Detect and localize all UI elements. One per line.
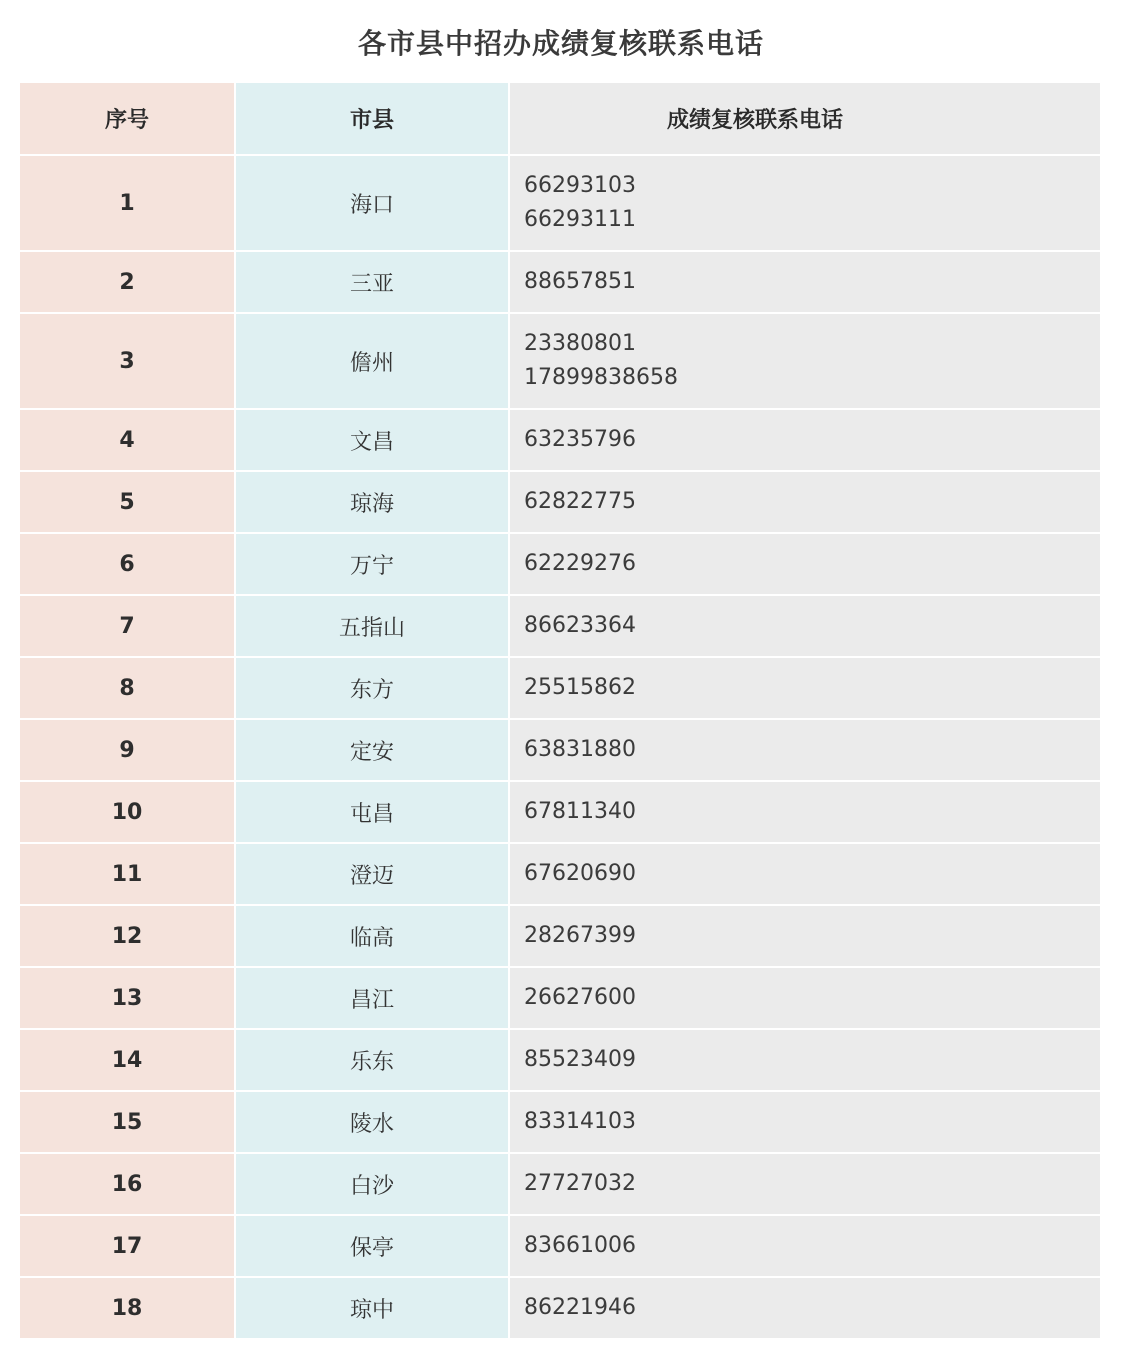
row-index: 8 xyxy=(20,658,236,718)
table-header-row xyxy=(20,83,1100,156)
table-row xyxy=(20,1278,1100,1340)
phone-number: 67620690 xyxy=(524,861,636,886)
row-index: 11 xyxy=(20,844,236,904)
phone-number: 66293103 xyxy=(524,173,636,198)
contact-table xyxy=(20,83,1100,1340)
row-index: 9 xyxy=(20,720,236,780)
row-index: 2 xyxy=(20,252,236,312)
table-row xyxy=(20,314,1100,410)
table-row xyxy=(20,844,1100,906)
phone-number: 86221946 xyxy=(524,1295,636,1320)
phone-number: 83314103 xyxy=(524,1109,636,1134)
phone-number: 63235796 xyxy=(524,427,636,452)
table-row xyxy=(20,658,1100,720)
row-city: 琼海 xyxy=(236,472,510,532)
table-row xyxy=(20,252,1100,314)
phone-number: 23380801 xyxy=(524,331,636,356)
row-index: 10 xyxy=(20,782,236,842)
table-row xyxy=(20,906,1100,968)
row-phone-cell xyxy=(510,906,1100,966)
table-row xyxy=(20,534,1100,596)
row-city: 昌江 xyxy=(236,968,510,1028)
row-city: 乐东 xyxy=(236,1030,510,1090)
phone-number: 88657851 xyxy=(524,269,636,294)
row-phone-cell xyxy=(510,844,1100,904)
row-phone-cell xyxy=(510,720,1100,780)
row-phone-cell xyxy=(510,782,1100,842)
table-row xyxy=(20,410,1100,472)
phone-number: 83661006 xyxy=(524,1233,636,1258)
table-row xyxy=(20,1154,1100,1216)
row-index: 15 xyxy=(20,1092,236,1152)
row-phone-cell xyxy=(510,658,1100,718)
table-row xyxy=(20,1030,1100,1092)
row-index: 17 xyxy=(20,1216,236,1276)
table-row xyxy=(20,720,1100,782)
row-index: 7 xyxy=(20,596,236,656)
row-phone-cell xyxy=(510,314,1100,408)
row-phone-cell xyxy=(510,534,1100,594)
row-city: 陵水 xyxy=(236,1092,510,1152)
table-row xyxy=(20,1092,1100,1154)
table-row xyxy=(20,472,1100,534)
header-city: 市县 xyxy=(236,83,510,154)
row-phone-cell xyxy=(510,410,1100,470)
row-phone-cell xyxy=(510,1154,1100,1214)
phone-number: 66293111 xyxy=(524,207,636,232)
row-index: 13 xyxy=(20,968,236,1028)
row-index: 3 xyxy=(20,314,236,408)
row-phone-cell xyxy=(510,472,1100,532)
row-city: 东方 xyxy=(236,658,510,718)
row-index: 4 xyxy=(20,410,236,470)
row-index: 12 xyxy=(20,906,236,966)
page-title: 各市县中招办成绩复核联系电话 xyxy=(357,27,764,60)
row-index: 18 xyxy=(20,1278,236,1338)
row-phone-cell xyxy=(510,1030,1100,1090)
row-index: 16 xyxy=(20,1154,236,1214)
row-phone-cell xyxy=(510,1278,1100,1338)
row-phone-cell xyxy=(510,1216,1100,1276)
phone-number: 62822775 xyxy=(524,489,636,514)
row-phone-cell xyxy=(510,1092,1100,1152)
row-phone-cell xyxy=(510,596,1100,656)
row-phone-cell xyxy=(510,156,1100,250)
table-body xyxy=(20,156,1100,1340)
row-city: 万宁 xyxy=(236,534,510,594)
phone-number: 62229276 xyxy=(524,551,636,576)
phone-number: 25515862 xyxy=(524,675,636,700)
row-city: 琼中 xyxy=(236,1278,510,1338)
row-city: 三亚 xyxy=(236,252,510,312)
row-phone-cell xyxy=(510,968,1100,1028)
row-index: 1 xyxy=(20,156,236,250)
phone-number: 67811340 xyxy=(524,799,636,824)
table-row xyxy=(20,1216,1100,1278)
row-index: 6 xyxy=(20,534,236,594)
row-city: 临高 xyxy=(236,906,510,966)
phone-number: 26627600 xyxy=(524,985,636,1010)
row-city: 定安 xyxy=(236,720,510,780)
row-city: 海口 xyxy=(236,156,510,250)
row-phone-cell xyxy=(510,252,1100,312)
phone-number: 85523409 xyxy=(524,1047,636,1072)
header-index: 序号 xyxy=(20,83,236,154)
row-city: 文昌 xyxy=(236,410,510,470)
row-index: 14 xyxy=(20,1030,236,1090)
phone-number: 27727032 xyxy=(524,1171,636,1196)
header-phone: 成绩复核联系电话 xyxy=(510,83,1100,154)
row-city: 五指山 xyxy=(236,596,510,656)
phone-number: 17899838658 xyxy=(524,365,678,390)
table-row xyxy=(20,968,1100,1030)
row-city: 澄迈 xyxy=(236,844,510,904)
row-city: 屯昌 xyxy=(236,782,510,842)
table-row xyxy=(20,596,1100,658)
phone-number: 86623364 xyxy=(524,613,636,638)
row-city: 儋州 xyxy=(236,314,510,408)
phone-number: 63831880 xyxy=(524,737,636,762)
phone-number: 28267399 xyxy=(524,923,636,948)
row-index: 5 xyxy=(20,472,236,532)
row-city: 白沙 xyxy=(236,1154,510,1214)
row-city: 保亭 xyxy=(236,1216,510,1276)
table-row xyxy=(20,156,1100,252)
table-row xyxy=(20,782,1100,844)
